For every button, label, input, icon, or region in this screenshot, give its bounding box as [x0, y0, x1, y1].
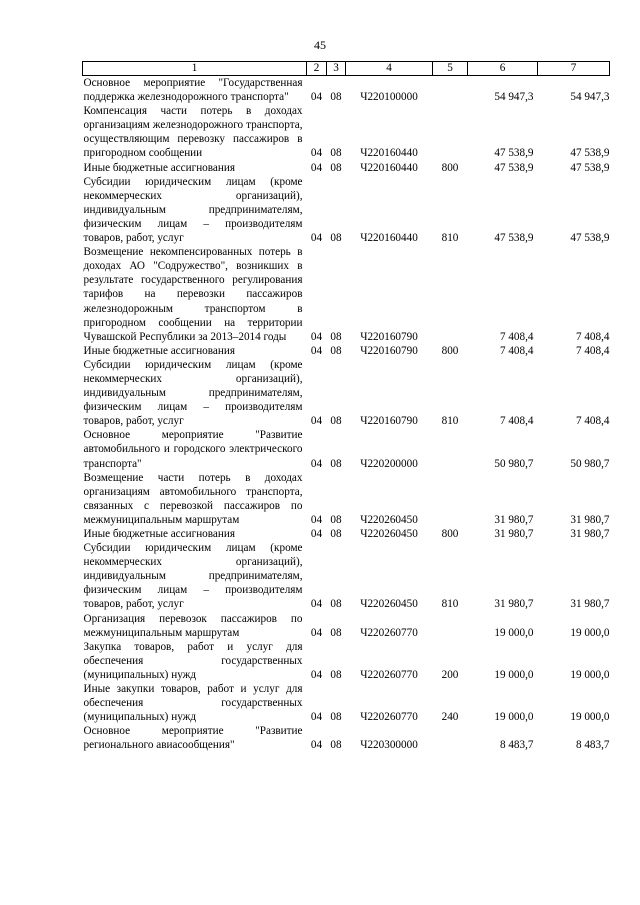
row-amount-col7: 47 538,9 [570, 161, 610, 174]
row-subsection: 08 [330, 330, 342, 343]
row-expense-type: 810 [441, 232, 459, 245]
row-expense-type [433, 104, 468, 160]
row-amount-col7: 19 000,0 [570, 711, 610, 724]
table-row [83, 245, 610, 344]
row-target-article: Ч220260450 [360, 528, 418, 540]
row-subsection: 08 [330, 598, 342, 611]
row-target-article: Ч220160790 [360, 330, 418, 343]
row-expense-type: 800 [441, 344, 459, 357]
budget-table-container [82, 61, 609, 753]
header-col-2: 2 [307, 62, 327, 76]
row-amount-col6: 47 538,9 [494, 147, 534, 160]
row-amount-col6: 47 538,9 [494, 161, 534, 174]
row-target-article: Ч220160440 [360, 232, 418, 245]
row-amount-col6: 7 408,4 [499, 344, 534, 357]
row-section: 04 [310, 415, 323, 428]
row-subsection: 08 [330, 739, 342, 752]
row-target-article: Ч220300000 [360, 739, 418, 752]
row-amount-col6: 19 000,0 [494, 711, 534, 724]
row-name: Закупка товаров, работ и услуг для обеспечения государственных (муниципальных) нужд [83, 640, 303, 681]
row-section: 04 [310, 528, 323, 540]
row-section: 04 [310, 344, 323, 357]
row-name: Субсидии юридическим лицам (кроме некоммерческих организаций), индивидуальным предпринимателям, физическим лицам – производителям товаров, работ, услуг [83, 358, 303, 428]
row-name: Основное мероприятие "Государственная поддержка железнодорожного транспорта" [83, 77, 303, 104]
header-col-7: 7 [538, 62, 610, 76]
table-row [83, 682, 610, 724]
row-target-article: Ч220260450 [360, 513, 418, 526]
row-subsection: 08 [330, 344, 342, 357]
row-amount-col7: 31 980,7 [570, 528, 610, 540]
row-section: 04 [310, 598, 323, 611]
row-name: Иные бюджетные ассигнования [83, 528, 235, 540]
row-subsection: 08 [330, 147, 342, 160]
row-target-article: Ч220160440 [360, 147, 418, 160]
row-amount-col7: 31 980,7 [570, 513, 610, 526]
row-subsection: 08 [330, 457, 342, 470]
header-col-6: 6 [468, 62, 538, 76]
row-target-article: Ч220100000 [360, 91, 418, 104]
row-target-article: Ч220260770 [360, 711, 418, 724]
row-section: 04 [310, 232, 323, 245]
row-name: Иные бюджетные ассигнования [83, 161, 235, 174]
row-expense-type [433, 428, 468, 470]
row-subsection: 08 [330, 711, 342, 724]
row-expense-type: 240 [441, 711, 459, 724]
row-amount-col7: 7 408,4 [575, 415, 610, 428]
table-row [83, 612, 610, 640]
row-subsection: 08 [330, 528, 342, 540]
row-target-article: Ч220160790 [360, 415, 418, 428]
row-amount-col7: 7 408,4 [575, 344, 610, 357]
row-target-article: Ч220260450 [360, 598, 418, 611]
row-name: Иные бюджетные ассигнования [83, 344, 235, 357]
table-row [83, 76, 610, 105]
row-subsection: 08 [330, 513, 342, 526]
row-amount-col7: 50 980,7 [570, 457, 610, 470]
row-section: 04 [310, 711, 323, 724]
table-row [83, 428, 610, 470]
row-name: Возмещение части потерь в доходах организациям автомобильного транспорта, связанных с перевозкой пассажиров по межмуниципальным маршрутам [83, 471, 303, 526]
table-row [83, 541, 610, 611]
table-row [83, 104, 610, 160]
row-amount-col6: 54 947,3 [494, 91, 534, 104]
row-subsection: 08 [330, 161, 342, 174]
table-row [83, 640, 610, 682]
row-target-article: Ч220160790 [360, 344, 418, 357]
row-expense-type: 810 [441, 415, 459, 428]
row-name: Компенсация части потерь в доходах организациям железнодорожного транспорта, осуществляющим перевозку пассажиров в пригородном сообщении [83, 105, 303, 160]
row-amount-col6: 19 000,0 [494, 626, 534, 639]
row-amount-col6: 8 483,7 [499, 739, 534, 752]
row-name: Основное мероприятие "Развитие автомобильного и городского электрического транспорта" [83, 429, 303, 470]
row-section: 04 [310, 91, 323, 104]
header-col-5: 5 [433, 62, 468, 76]
header-col-4: 4 [346, 62, 433, 76]
row-name: Основное мероприятие "Развитие регионального авиасообщения" [83, 725, 303, 752]
table-row [83, 175, 610, 245]
row-amount-col6: 7 408,4 [499, 330, 534, 343]
row-amount-col7: 19 000,0 [570, 668, 610, 681]
row-name: Иные закупки товаров, работ и услуг для обеспечения государственных (муниципальных) нужд [83, 683, 303, 724]
header-col-3: 3 [327, 62, 346, 76]
row-expense-type [433, 245, 468, 344]
row-expense-type: 800 [441, 161, 459, 174]
row-amount-col7: 47 538,9 [570, 232, 610, 245]
budget-table [82, 61, 610, 753]
row-amount-col6: 7 408,4 [499, 415, 534, 428]
table-row [83, 471, 610, 527]
row-expense-type: 800 [441, 528, 459, 540]
row-section: 04 [310, 161, 323, 174]
row-target-article: Ч220260770 [360, 626, 418, 639]
row-expense-type: 810 [441, 598, 459, 611]
row-section: 04 [310, 147, 323, 160]
row-expense-type [433, 76, 468, 105]
row-amount-col7: 19 000,0 [570, 626, 610, 639]
row-section: 04 [310, 513, 323, 526]
row-section: 04 [310, 668, 323, 681]
row-expense-type [433, 471, 468, 527]
row-amount-col7: 8 483,7 [575, 739, 610, 752]
header-row [83, 62, 610, 76]
row-subsection: 08 [330, 626, 342, 639]
row-name: Возмещение некомпенсированных потерь в доходах АО "Содружество", возникших в результате государственного регулирования тарифов на перевозки пассажиров железнодорожным транспортом в пригородном сообщении на территории Чувашской Республики за 2013–2014 годы [83, 246, 303, 343]
row-amount-col7: 47 538,9 [570, 147, 610, 160]
row-section: 04 [310, 626, 323, 639]
row-name: Организация перевозок пассажиров по межмуниципальным маршрутам [83, 612, 303, 639]
row-amount-col7: 7 408,4 [575, 330, 610, 343]
row-section: 04 [310, 457, 323, 470]
row-amount-col6: 47 538,9 [494, 232, 534, 245]
page-number: 45 [314, 38, 326, 52]
header-col-1: 1 [83, 62, 307, 76]
row-expense-type: 200 [441, 668, 459, 681]
row-target-article: Ч220200000 [360, 457, 418, 470]
row-subsection: 08 [330, 91, 342, 104]
table-row [83, 724, 610, 752]
row-amount-col6: 31 980,7 [494, 598, 534, 611]
table-header [83, 62, 610, 76]
table-row [83, 358, 610, 428]
row-amount-col6: 50 980,7 [494, 457, 534, 470]
row-expense-type [433, 612, 468, 640]
row-name: Субсидии юридическим лицам (кроме некоммерческих организаций), индивидуальным предпринимателям, физическим лицам – производителям товаров, работ, услуг [83, 175, 303, 245]
row-amount-col6: 31 980,7 [494, 513, 534, 526]
row-amount-col7: 54 947,3 [570, 91, 610, 104]
row-expense-type [433, 724, 468, 752]
row-section: 04 [310, 739, 323, 752]
row-amount-col6: 19 000,0 [494, 668, 534, 681]
table-body [83, 76, 610, 753]
row-name: Субсидии юридическим лицам (кроме некоммерческих организаций), индивидуальным предпринимателям, физическим лицам – производителям товаров, работ, услуг [83, 542, 303, 611]
row-subsection: 08 [330, 668, 342, 681]
row-amount-col7: 31 980,7 [570, 598, 610, 611]
table-row [83, 344, 610, 358]
table-row [83, 161, 610, 175]
row-subsection: 08 [330, 232, 342, 245]
row-section: 04 [310, 330, 323, 343]
row-target-article: Ч220260770 [360, 668, 418, 681]
row-subsection: 08 [330, 415, 342, 428]
row-target-article: Ч220160440 [360, 161, 418, 174]
table-row [83, 527, 610, 541]
row-amount-col6: 31 980,7 [494, 528, 534, 540]
